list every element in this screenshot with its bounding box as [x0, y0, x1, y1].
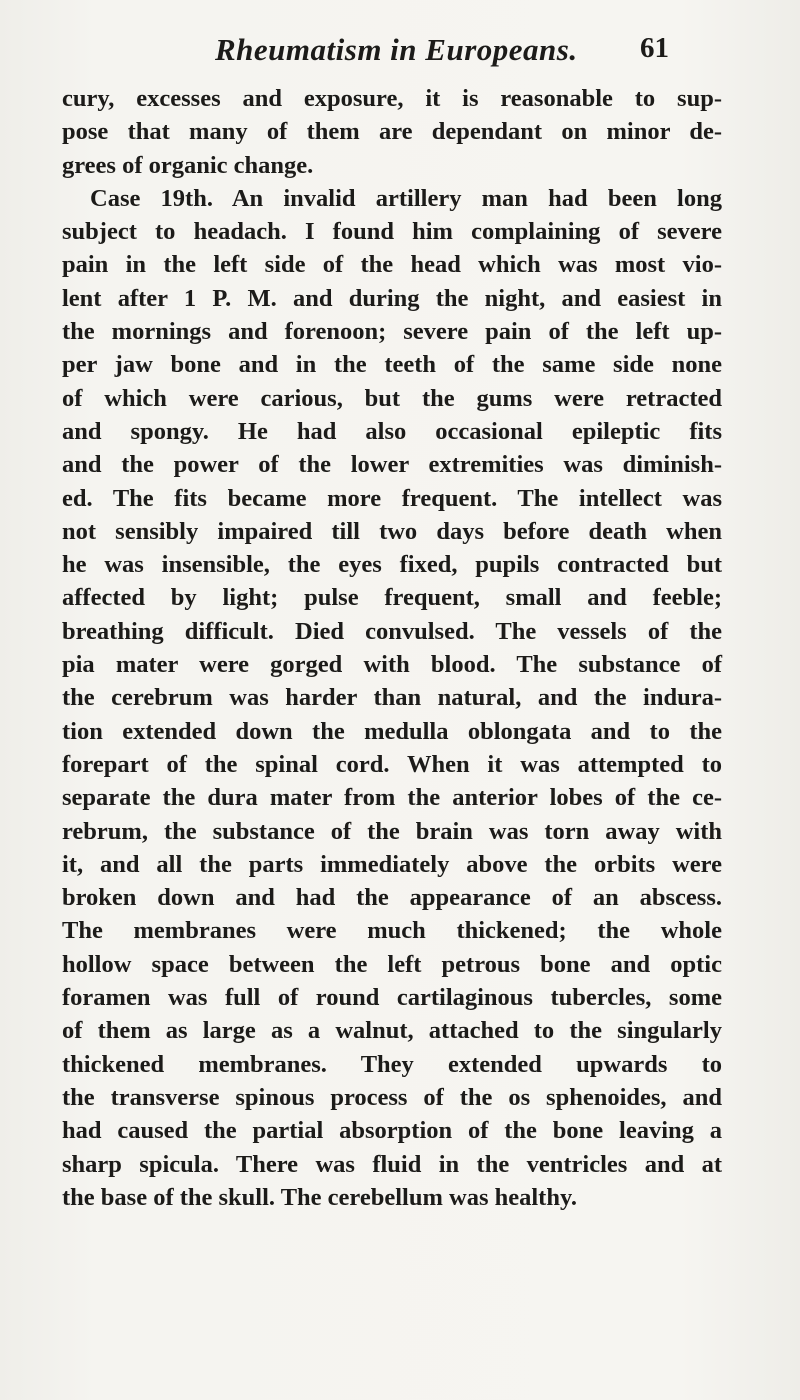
text-line: he was insensible, the eyes fixed, pupils contracted but	[62, 551, 722, 579]
text-line: tion extended down the medulla oblongata and to the	[62, 717, 722, 745]
text-line: rebrum, the substance of the brain was torn away with	[62, 817, 722, 845]
text-line: thickened membranes. They extended upwards to	[62, 1050, 722, 1078]
body-text	[62, 82, 722, 1214]
text-line: sharp spicula. There was fluid in the ventricles and at	[62, 1150, 722, 1178]
text-line: affected by light; pulse frequent, small and feeble;	[62, 584, 722, 612]
text-line: it, and all the parts immediately above the orbits were	[62, 850, 722, 878]
text-line: pain in the left side of the head which was most vio-	[62, 251, 722, 279]
text-line: of them as large as a walnut, attached to the singularly	[62, 1017, 722, 1045]
running-title: Rheumatism in Europeans.	[215, 32, 578, 67]
text-line: The membranes were much thickened; the whole	[62, 917, 722, 945]
text-line: the base of the skull. The cerebellum was healthy.	[62, 1183, 577, 1211]
text-line: broken down and had the appearance of an abscess.	[62, 884, 722, 912]
text-line: per jaw bone and in the teeth of the same side none	[62, 351, 722, 379]
text-line: not sensibly impaired till two days before death when	[62, 517, 722, 545]
text-line: the mornings and forenoon; severe pain of the left up-	[62, 318, 722, 346]
running-header	[0, 32, 800, 72]
text-line: breathing difficult. Died convulsed. The vessels of the	[62, 617, 722, 645]
text-line: and the power of the lower extremities was diminish-	[62, 451, 722, 479]
text-line: foramen was full of round cartilaginous tubercles, some	[62, 984, 722, 1012]
case-heading-line: Case 19th. An invalid artillery man had been long	[90, 184, 722, 212]
text-line: grees of organic change.	[62, 151, 314, 179]
text-line: cury, excesses and exposure, it is reasonable to sup-	[62, 85, 722, 112]
text-line: had caused the partial absorption of the bone leaving a	[62, 1117, 722, 1145]
text-line: subject to headach. I found him complaining of severe	[62, 218, 722, 246]
text-line: pose that many of them are dependant on minor de-	[62, 118, 722, 146]
text-line: lent after 1 P. M. and during the night, and easiest in	[62, 284, 722, 312]
text-line: and spongy. He had also occasional epileptic fits	[62, 417, 722, 445]
text-line: hollow space between the left petrous bone and optic	[62, 950, 722, 978]
text-line: pia mater were gorged with blood. The substance of	[62, 651, 722, 679]
text-line: ed. The fits became more frequent. The intellect was	[62, 484, 722, 512]
text-line: separate the dura mater from the anterior lobes of the ce-	[62, 784, 722, 812]
text-line: forepart of the spinal cord. When it was attempted to	[62, 750, 722, 778]
page-number: 61	[640, 32, 669, 64]
text-line: of which were carious, but the gums were retracted	[62, 384, 722, 412]
text-line: the cerebrum was harder than natural, and the indura-	[62, 684, 722, 712]
text-line: the transverse spinous process of the os sphenoides, and	[62, 1083, 722, 1111]
